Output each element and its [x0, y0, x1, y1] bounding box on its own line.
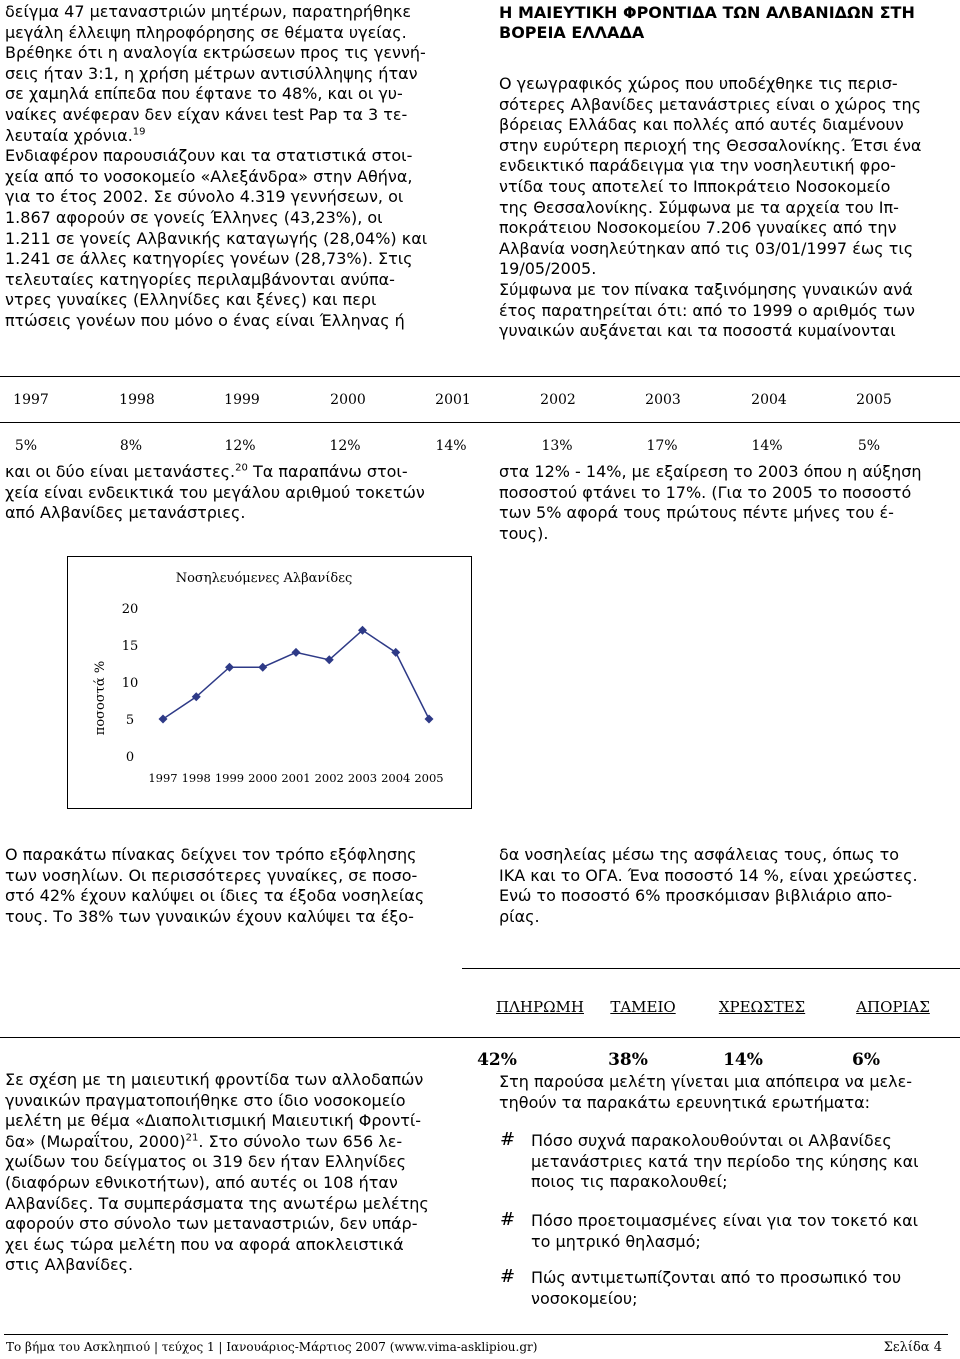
payment-value: 38% [608, 1050, 648, 1070]
text-line [5, 462, 450, 483]
text-line: τελευταίες κατηγορίες περιλαμβάνονται ανύπα- [5, 269, 395, 289]
text-line: στα 12% - 14%, με εξαίρεση το 2003 όπου η αύξηση [499, 462, 922, 481]
year-cell: 1997 [13, 392, 49, 408]
right-column-mid [499, 462, 943, 544]
y-tick-label: 0 [125, 750, 135, 765]
text-line: Σε σχέση με τη μαιευτική φροντίδα των αλλοδαπών [5, 1070, 424, 1089]
x-tick-label: 1999 [214, 771, 245, 785]
year-cell: 1998 [119, 392, 155, 408]
text-line: τους. Το 38% των γυναικών έχουν καλύψει τα έξο- [5, 906, 414, 926]
hash-bullet-icon: # [500, 1129, 516, 1150]
footnote-ref-21: 21 [185, 1132, 199, 1144]
table-rule-mid [0, 422, 960, 423]
text-line: 1.211 σε γονείς Αλβανικής καταγωγής (28,04%) και [5, 228, 428, 248]
year-cell: 2002 [540, 392, 576, 408]
text-line: χωίδων του δείγματος οι 319 δεν ήταν Ελληνίδες [5, 1152, 407, 1172]
text-line: ποιος τις παρακολουθεί; [531, 1172, 728, 1192]
question-item [531, 1131, 943, 1193]
text-line: αφορούν στο σύνολο των μεταναστριών, δεν υπάρ- [5, 1214, 418, 1234]
text-line: χει έως τώρα μελέτη που να αφορά αποκλειστικά [5, 1234, 404, 1254]
hash-bullet-icon: # [500, 1266, 516, 1287]
question-item [531, 1211, 943, 1252]
text-line: ΙΚΑ και το ΟΓΑ. Ένα ποσοστό 14 %, είναι χρεώστες. [499, 865, 918, 885]
text-line: Ο γεωγραφικός χώρος που υποδέχθηκε τις περισ- [499, 74, 898, 93]
text-line: από Αλβανίδες μετανάστριες. [5, 503, 246, 523]
text-line: της Θεσσαλονίκης. Σύμφωνα με τα αρχεία του Ιπ- [499, 197, 899, 217]
text-line: Ενώ το ποσοστό 6% προσκόμισαν βιβλιάριο απο- [499, 886, 893, 906]
text-line: 1.867 αφορούν σε γονείς Έλληνες (43,23%), οι [5, 207, 383, 227]
text-line: τηθούν τα παρακάτω ερευνητικά ερωτήματα: [499, 1092, 871, 1112]
footnote-ref-20: 20 [235, 462, 248, 474]
x-tick-label: 1998 [181, 771, 211, 785]
left-column-low [5, 845, 450, 927]
text-line: στό 42% έχουν καλύψει οι ίδιες τα έξοδα νοσηλείας [5, 886, 425, 906]
text-line: δείγμα 47 μεταναστριών μητέρων, παρατηρήθηκε [5, 2, 412, 21]
text-line [5, 1132, 450, 1153]
payment-header: ΑΠΟΡΙΑΣ [856, 998, 930, 1016]
text-line: μεγάλη έλλειψη πληροφόρησης σε θέματα υγείας. [5, 22, 407, 42]
text-line: Πόσο συχνά παρακολουθούνται οι Αλβανίδες [531, 1131, 892, 1150]
left-column-bottom [5, 1070, 450, 1276]
text-line: ποσοστού φτάνει το 17%. (Για το 2005 το ποσοστό [499, 482, 912, 502]
text-line: Αλβανία νοσηλεύτηκαν από τις 03/01/1997 έως τις [499, 238, 914, 258]
chart-title: Νοσηλευόμενες Αλβανίδες [175, 571, 353, 586]
payment-value: 42% [477, 1050, 517, 1070]
text-line: βόρειας Ελλάδας και πολλές από αυτές διαμένουν [499, 115, 904, 135]
payment-rule-top [462, 968, 960, 969]
percent-cell: 8% [119, 438, 143, 454]
payment-header: ΤΑΜΕΙΟ [610, 998, 676, 1016]
y-tick-label: 5 [125, 713, 135, 728]
heading-line: Η ΜΑΙΕΥΤΙΚΗ ΦΡΟΝΤΙΔΑ ΤΩΝ ΑΛΒΑΝΙΔΩΝ ΣΤΗ [499, 3, 915, 22]
y-axis-label: ποσοστά % [93, 660, 108, 736]
text-line: Ο παρακάτω πίνακας δείχνει τον τρόπο εξόφλησης [5, 845, 417, 864]
text-line: Βρέθηκε ότι η αναλογία εκτρώσεων προς τις γεννή- [5, 43, 426, 63]
text-line: Πώς αντιμετωπίζονται από το προσωπικό του [531, 1268, 902, 1287]
payment-value: 14% [723, 1050, 763, 1070]
payment-header: ΧΡΕΩΣΤΕΣ [718, 998, 806, 1016]
year-cell: 2004 [751, 392, 787, 408]
left-column-mid [5, 462, 450, 524]
text-line: Πόσο προετοιμασμένες είναι για τον τοκετό και [531, 1211, 919, 1230]
text-fragment: δα» (Μωραΐτου, 2000) [5, 1131, 186, 1151]
year-cell: 2000 [330, 392, 366, 408]
percent-cell: 5% [857, 438, 881, 454]
text-line: πτώσεις γονέων που μόνο ο ένας είναι Έλληνας ή [5, 310, 405, 330]
year-cell: 1999 [224, 392, 260, 408]
text-line: 19/05/2005. [499, 259, 597, 279]
x-tick-label: 2005 [414, 771, 444, 785]
text-line: Αλβανίδες. Τα συμπεράσματα της ανωτέρω μελέτης [5, 1193, 429, 1213]
text-line: σεις ήταν 3:1, η χρήση μέτρων αντισύλληψης ήταν [5, 63, 418, 83]
right-column-top [499, 74, 943, 342]
y-tick-label: 20 [121, 602, 139, 617]
right-column-bottom [499, 1072, 943, 1113]
footnote-ref-19: 19 [132, 126, 146, 138]
text-line: ντίδα τους αποτελεί το Ιπποκράτειο Νοσοκομείο [499, 176, 891, 196]
text-line: στην ευρύτερη περιοχή της Θεσσαλονίκης. Έτσι ένα [499, 135, 922, 155]
payment-rule-mid [0, 1037, 960, 1038]
text-line: σότερες Αλβανίδες μετανάστριες είναι ο χώρος της [499, 94, 922, 114]
right-column-low [499, 845, 943, 927]
text-line: στις Αλβανίδες. [5, 1255, 134, 1275]
text-line: Σύμφωνα με τον πίνακα ταξινόμησης γυναικών ανά [499, 279, 913, 299]
text-line: γυναικών πραγματοποιήθηκε στο ίδιο νοσοκομείο [5, 1090, 406, 1110]
x-tick-label: 2002 [314, 771, 344, 785]
text-line: ενδεικτικό παράδειγμα για την νοσηλευτική φρο- [499, 156, 896, 176]
y-tick-label: 10 [121, 676, 139, 691]
text-line: το μητρικό θηλασμό; [531, 1231, 701, 1251]
heading-line: ΒΟΡΕΙΑ ΕΛΛΑΔΑ [499, 23, 645, 42]
footer-journal-info: Το βήμα του Ασκληπιού | τεύχος 1 | Ιανουάριος-Μάρτιος 2007 (www.vima-asklipiou.gr) [6, 1340, 538, 1354]
text-line: γυναικών αυξάνεται και τα ποσοστά κυμαίνονται [499, 321, 896, 341]
year-cell: 2005 [856, 392, 892, 408]
text-line: ντρες γυναίκες (Ελληνίδες και ξένες) και περι [5, 290, 377, 310]
percent-cell: 12% [224, 438, 256, 454]
year-cell: 2003 [645, 392, 681, 408]
text-fragment: . Στο σύνολο των 656 λε- [198, 1131, 403, 1151]
percent-cell: 12% [329, 438, 361, 454]
table-rule-top [0, 376, 960, 377]
text-fragment: Τα παραπάνω στοι- [247, 462, 408, 481]
text-line: Στη παρούσα μελέτη γίνεται μια απόπειρα να μελε- [499, 1072, 913, 1091]
text-line: έτος παρατηρείται ότι: από το 1999 ο αριθμός των [499, 300, 915, 320]
text-line: ρίας. [499, 906, 540, 926]
x-tick-label: 2000 [248, 771, 278, 785]
text-line: νοσοκομείου; [531, 1288, 638, 1308]
percent-cell: 5% [14, 438, 38, 454]
page-number: Σελίδα 4 [883, 1340, 942, 1355]
text-line: 1.241 σε άλλες κατηγορίες γονέων (28,73%). Στις [5, 249, 413, 269]
percent-cell: 14% [435, 438, 467, 454]
text-line: χεία είναι ενδεικτικά του μεγάλου αριθμού τοκετών [5, 482, 425, 502]
text-line: για το έτος 2002. Σε σύνολο 4.319 γεννήσεων, οι [5, 187, 404, 207]
text-line: των 5% αφορά τους πρώτους πέντε μήνες του έ- [499, 503, 894, 523]
text-line: χεία από το νοσοκομείο «Αλεξάνδρα» στην Αθήνα, [5, 166, 413, 186]
x-tick-label: 2001 [281, 771, 311, 785]
text-line: δα νοσηλείας μέσω της ασφάλειας τους, όπως το [499, 845, 899, 864]
text-line: Ενδιαφέρον παρουσιάζουν και τα στατιστικά στοι- [5, 146, 413, 166]
x-tick-label: 1997 [148, 771, 178, 785]
text-line: μελέτη με θέμα «Διαπολιτισμική Μαιευτική Φροντί- [5, 1111, 422, 1131]
text-line: (διαφόρων εθνικοτήτων), από αυτές οι 108 ήταν [5, 1172, 398, 1192]
hash-bullet-icon: # [500, 1209, 516, 1230]
percent-cell: 13% [541, 438, 573, 454]
section-heading [499, 3, 915, 43]
text-line: σε χαμηλά επίπεδα που έφτανε το 48%, και οι γυ- [5, 84, 403, 104]
text-line: ναίκες ανέφεραν δεν είχαν κάνει test Pap τα 3 τε- [5, 104, 408, 124]
percent-cell: 17% [646, 438, 678, 454]
percent-cell: 14% [751, 438, 783, 454]
left-column-top [5, 2, 445, 332]
text-fragment: λευταία χρόνια. [5, 125, 133, 145]
text-line [5, 126, 445, 147]
text-line: τους). [499, 523, 549, 543]
y-tick-label: 15 [121, 639, 139, 654]
question-item [531, 1268, 943, 1309]
line-chart [67, 556, 472, 809]
text-fragment: και οι δύο είναι μετανάστες. [5, 462, 236, 481]
payment-value: 6% [852, 1050, 880, 1070]
payment-header: ΠΛΗΡΩΜΗ [496, 998, 584, 1016]
text-line: ποκράτειου Νοσοκομείου 7.206 γυναίκες από την [499, 218, 897, 238]
x-tick-label: 2004 [381, 771, 411, 785]
text-line: των νοσηλίων. Οι περισσότερες γυναίκες, σε ποσο- [5, 865, 418, 885]
footer-rule [4, 1334, 948, 1335]
text-line: μετανάστριες κατά την περίοδο της κύησης και [531, 1151, 919, 1171]
x-tick-label: 2003 [347, 771, 378, 785]
year-cell: 2001 [435, 392, 471, 408]
